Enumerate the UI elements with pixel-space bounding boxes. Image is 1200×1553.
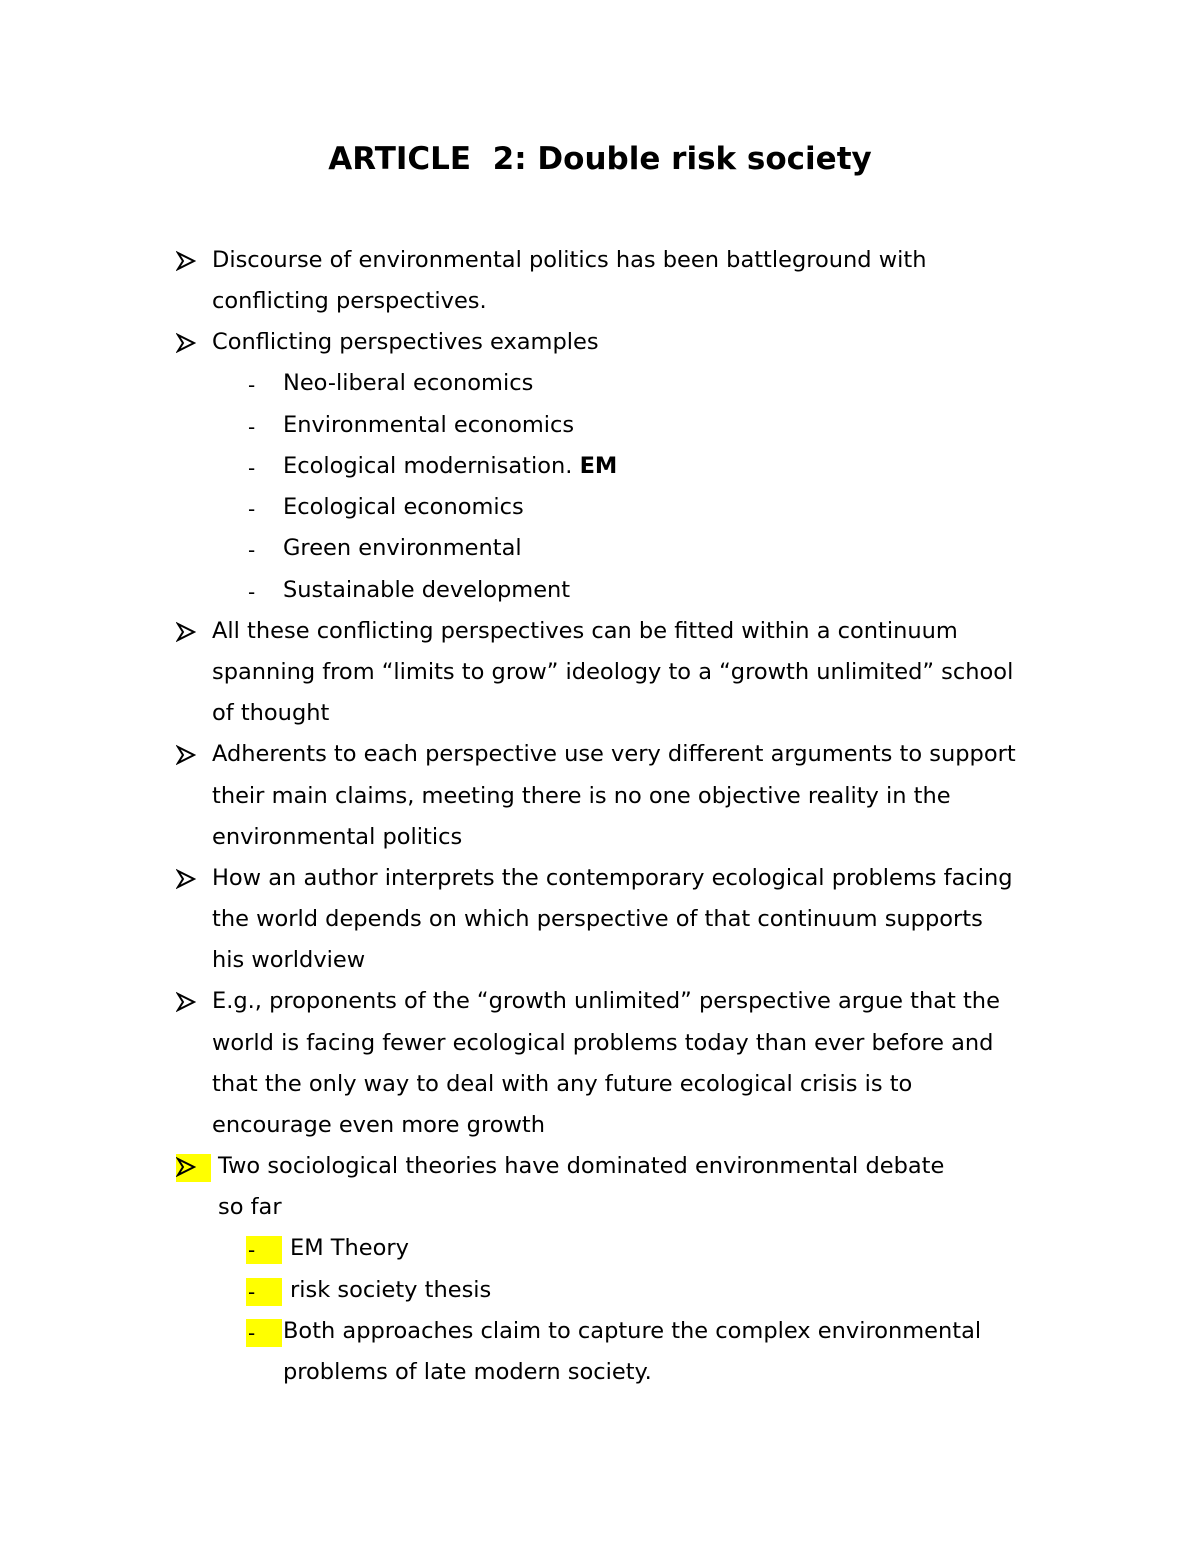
bullet-text-line: spanning from “limits to grow” ideology to a “growth unlimited” school [212,659,1014,685]
arrow-bullet-icon [176,868,196,890]
bullet-text-line: All these conflicting perspectives can be fitted within a continuum [212,618,958,644]
dash-marker: - [248,456,256,480]
bullet-text-line: their main claims, meeting there is no one objective reality in the [212,783,951,809]
bold-abbreviation: EM [579,453,618,479]
bullet-text-line: Two sociological theories have dominated environmental debate [218,1153,945,1179]
bullet-text-line: so far [218,1194,282,1220]
sub-item-text: Ecological modernisation. [283,453,573,479]
bullet-text-line: the world depends on which perspective of that continuum supports [212,906,983,932]
bullet-text-line: his worldview [212,947,366,973]
bullet-text-line: of thought [212,700,330,726]
sub-item: Green environmental [283,535,522,561]
dash-marker: - [248,1321,256,1345]
sub-item-continuation: problems of late modern society. [283,1359,652,1385]
arrow-bullet-icon [176,744,196,766]
sub-item: Environmental economics [283,412,575,438]
dash-marker: - [248,415,256,439]
bullet-text-line: encourage even more growth [212,1112,545,1138]
bullet-text-line: E.g., proponents of the “growth unlimited” perspective argue that the [212,988,1000,1014]
dash-marker: - [248,373,256,397]
dash-marker: - [248,1280,256,1304]
arrow-bullet-icon [176,250,196,272]
sub-item: EM Theory [290,1235,409,1261]
sub-item: risk society thesis [290,1277,492,1303]
dash-marker: - [248,1238,256,1262]
sub-item: Neo-liberal economics [283,370,534,396]
bullet-text-line: How an author interprets the contemporary ecological problems facing [212,865,1013,891]
sub-item [283,451,617,481]
dash-marker: - [248,580,256,604]
bullet-text-line: Conflicting perspectives examples [212,329,599,355]
document-title: ARTICLE 2: Double risk society [328,141,872,177]
bullet-text-line: environmental politics [212,824,463,850]
bullet-text-line: world is facing fewer ecological problems today than ever before and [212,1030,994,1056]
arrow-bullet-icon [176,1156,196,1178]
dash-marker: - [248,497,256,521]
dash-marker: - [248,538,256,562]
bullet-text-line: conflicting perspectives. [212,288,487,314]
sub-item: Ecological economics [283,494,524,520]
arrow-bullet-icon [176,991,196,1013]
bullet-text-line: Adherents to each perspective use very different arguments to support [212,741,1016,767]
bullet-text-line: that the only way to deal with any future ecological crisis is to [212,1071,913,1097]
sub-item: Sustainable development [283,577,571,603]
sub-item: Both approaches claim to capture the complex environmental [283,1318,982,1344]
bullet-text-line: Discourse of environmental politics has been battleground with [212,247,927,273]
arrow-bullet-icon [176,332,196,354]
arrow-bullet-icon [176,621,196,643]
